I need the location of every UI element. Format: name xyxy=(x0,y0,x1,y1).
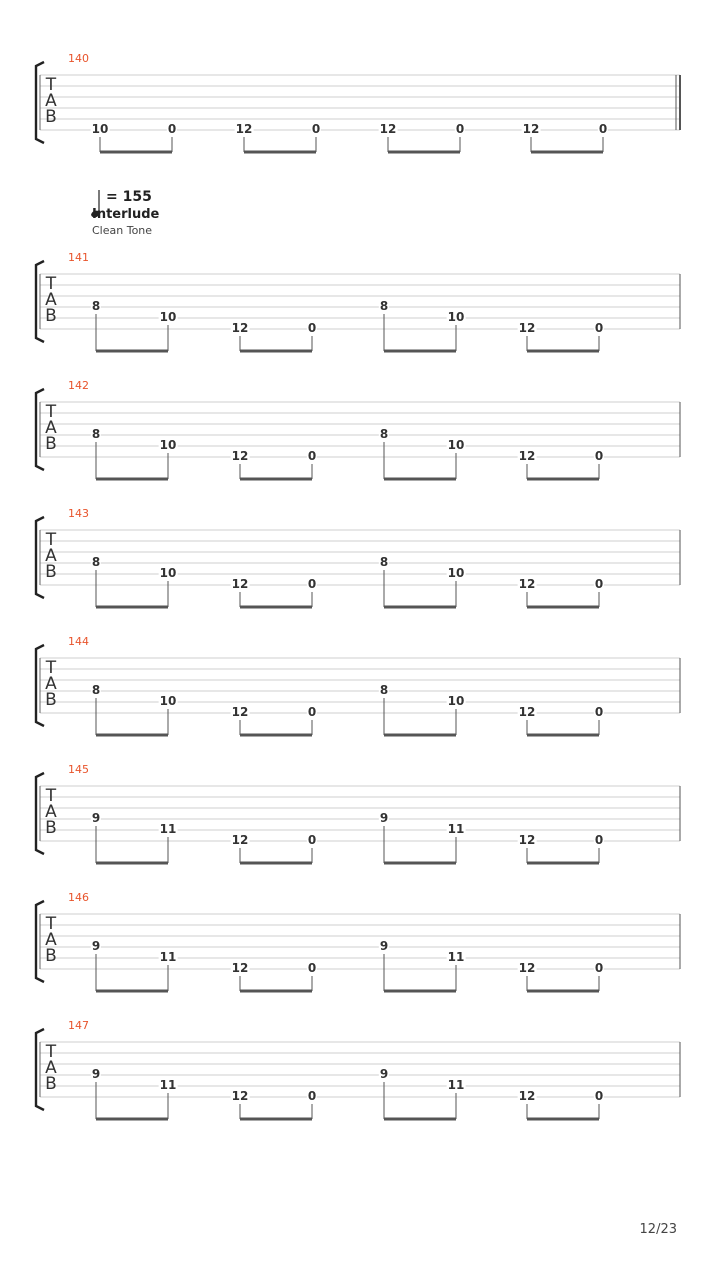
fret-number: 10 xyxy=(159,310,177,324)
tempo-marking: = 155 xyxy=(106,189,152,205)
fret-number: 11 xyxy=(447,822,465,836)
tab-clef xyxy=(43,404,59,452)
fret-number: 8 xyxy=(379,555,389,569)
tab-staff xyxy=(0,899,720,999)
tab-clef xyxy=(43,1044,59,1092)
tab-clef-letter: B xyxy=(45,946,57,966)
fret-number: 11 xyxy=(159,950,177,964)
tab-clef-letter: T xyxy=(45,1042,57,1062)
measure-number: 143 xyxy=(68,507,89,520)
fret-number: 0 xyxy=(307,1089,317,1103)
tab-clef xyxy=(43,660,59,708)
fret-number: 12 xyxy=(231,577,249,591)
tab-clef-letter: T xyxy=(45,75,57,95)
tab-clef-letter: T xyxy=(45,274,57,294)
fret-number: 12 xyxy=(518,1089,536,1103)
fret-number: 12 xyxy=(518,705,536,719)
tab-clef-letter: A xyxy=(45,546,57,566)
fret-number: 0 xyxy=(307,961,317,975)
fret-number: 0 xyxy=(594,833,604,847)
fret-number: 12 xyxy=(379,122,397,136)
fret-number: 12 xyxy=(231,833,249,847)
fret-number: 0 xyxy=(594,449,604,463)
fret-number: 10 xyxy=(447,310,465,324)
fret-number: 12 xyxy=(231,449,249,463)
fret-number: 0 xyxy=(594,1089,604,1103)
tab-staff xyxy=(0,515,720,615)
tab-clef-letter: A xyxy=(45,91,57,111)
fret-number: 12 xyxy=(231,1089,249,1103)
tab-clef-letter: T xyxy=(45,786,57,806)
fret-number: 10 xyxy=(447,694,465,708)
fret-number: 8 xyxy=(91,555,101,569)
fret-number: 0 xyxy=(307,705,317,719)
fret-number: 0 xyxy=(311,122,321,136)
tab-clef-letter: A xyxy=(45,802,57,822)
fret-number: 0 xyxy=(307,321,317,335)
fret-number: 8 xyxy=(91,683,101,697)
page-number: 12/23 xyxy=(639,1222,677,1237)
tab-clef-letter: T xyxy=(45,914,57,934)
measure-number: 144 xyxy=(68,635,89,648)
measure-number: 140 xyxy=(68,52,89,65)
tab-clef xyxy=(43,276,59,324)
tab-clef-letter: B xyxy=(45,107,57,127)
tab-staff xyxy=(0,1027,720,1127)
fret-number: 12 xyxy=(518,833,536,847)
fret-number: 10 xyxy=(91,122,109,136)
fret-number: 9 xyxy=(379,1067,389,1081)
fret-number: 11 xyxy=(447,1078,465,1092)
tab-clef-letter: B xyxy=(45,306,57,326)
fret-number: 0 xyxy=(307,833,317,847)
fret-number: 9 xyxy=(91,939,101,953)
tab-clef xyxy=(43,916,59,964)
fret-number: 8 xyxy=(379,683,389,697)
measure-number: 146 xyxy=(68,891,89,904)
fret-number: 10 xyxy=(159,566,177,580)
tab-clef-letter: T xyxy=(45,530,57,550)
fret-number: 0 xyxy=(594,705,604,719)
tab-clef-letter: B xyxy=(45,1074,57,1094)
tab-staff xyxy=(0,771,720,871)
tone-label: Clean Tone xyxy=(92,224,153,237)
fret-number: 0 xyxy=(594,577,604,591)
tab-clef-letter: A xyxy=(45,930,57,950)
tab-clef-letter: B xyxy=(45,690,57,710)
fret-number: 8 xyxy=(379,299,389,313)
tab-staff xyxy=(0,387,720,487)
fret-number: 11 xyxy=(159,822,177,836)
tab-clef-letter: B xyxy=(45,562,57,582)
fret-number: 9 xyxy=(379,939,389,953)
fret-number: 12 xyxy=(231,321,249,335)
tab-clef-letter: T xyxy=(45,402,57,422)
fret-number: 12 xyxy=(518,321,536,335)
fret-number: 12 xyxy=(235,122,253,136)
tab-clef-letter: T xyxy=(45,658,57,678)
tab-clef-letter: A xyxy=(45,674,57,694)
measure-number: 147 xyxy=(68,1019,89,1032)
fret-number: 12 xyxy=(231,705,249,719)
fret-number: 12 xyxy=(522,122,540,136)
fret-number: 10 xyxy=(447,438,465,452)
fret-number: 0 xyxy=(455,122,465,136)
fret-number: 10 xyxy=(159,694,177,708)
tab-clef-letter: B xyxy=(45,818,57,838)
tab-clef-letter: A xyxy=(45,290,57,310)
measure-number: 141 xyxy=(68,251,89,264)
section-label: Interlude xyxy=(92,207,160,222)
fret-number: 10 xyxy=(159,438,177,452)
tab-clef-letter: A xyxy=(45,1058,57,1078)
tab-staff xyxy=(0,259,720,359)
fret-number: 8 xyxy=(91,299,101,313)
fret-number: 10 xyxy=(447,566,465,580)
fret-number: 12 xyxy=(231,961,249,975)
tab-clef-letter: A xyxy=(45,418,57,438)
tab-staff xyxy=(0,643,720,743)
tab-staff xyxy=(0,60,720,160)
fret-number: 9 xyxy=(91,1067,101,1081)
tab-clef xyxy=(43,77,59,125)
measure-number: 145 xyxy=(68,763,89,776)
tab-clef xyxy=(43,788,59,836)
fret-number: 12 xyxy=(518,577,536,591)
fret-number: 0 xyxy=(598,122,608,136)
fret-number: 8 xyxy=(379,427,389,441)
fret-number: 0 xyxy=(307,449,317,463)
fret-number: 9 xyxy=(379,811,389,825)
measure-number: 142 xyxy=(68,379,89,392)
fret-number: 0 xyxy=(167,122,177,136)
tab-clef-letter: B xyxy=(45,434,57,454)
fret-number: 0 xyxy=(594,321,604,335)
fret-number: 9 xyxy=(91,811,101,825)
fret-number: 12 xyxy=(518,961,536,975)
fret-number: 11 xyxy=(447,950,465,964)
fret-number: 12 xyxy=(518,449,536,463)
fret-number: 0 xyxy=(594,961,604,975)
fret-number: 8 xyxy=(91,427,101,441)
tab-clef xyxy=(43,532,59,580)
fret-number: 0 xyxy=(307,577,317,591)
fret-number: 11 xyxy=(159,1078,177,1092)
